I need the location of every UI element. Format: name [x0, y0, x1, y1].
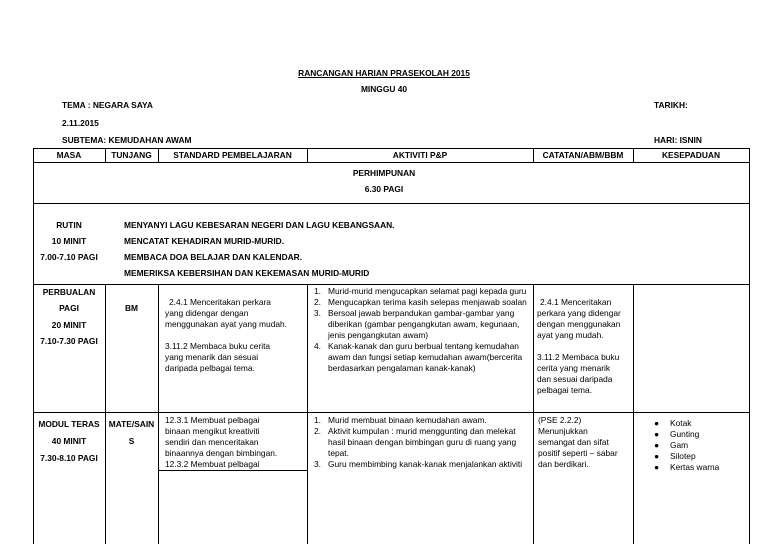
perbualan-masa-time: 7.10-7.30 PAGI	[40, 336, 98, 346]
modul-kesepaduan-list	[652, 418, 719, 473]
list-item: ● Gam	[654, 440, 689, 450]
list-item: ● Gunting	[654, 429, 700, 439]
col-header-tunjang: TUNJANG	[111, 150, 152, 160]
list-item: 3. Guru membimbing kanak-kanak menjalankan aktiviti	[314, 459, 523, 469]
subtema-label: SUBTEMA: KEMUDAHAN AWAM	[62, 135, 192, 145]
perbualan-masa-title2: PAGI	[59, 303, 79, 313]
modul-masa-title: MODUL TERAS	[38, 419, 100, 429]
hari-label: HARI: ISNIN	[654, 135, 702, 145]
bullet-icon: ●	[654, 462, 660, 472]
list-item: 3. Bersoal jawab berpandukan gambar-gambar yang diberikan (gambar pengangkutan awam, kegunaan, jenis pengangkutan awam)	[314, 308, 520, 340]
modul-masa-duration: 40 MINIT	[51, 436, 87, 446]
list-item: 2. Aktivit kumpulan : murid menggunting dan melekat hasil binaan dengan bimbingan guru di ruang yang tepat.	[314, 426, 517, 458]
week-label: MINGGU 40	[360, 84, 408, 94]
list-item: 2. Mengucapkan terima kasih selepas menjawab soalan	[314, 297, 527, 307]
perbualan-tunjang: BM	[124, 303, 139, 313]
rutin-activity: MEMERIKSA KEBERSIHAN DAN KEKEMASAN MURID-MURID	[124, 268, 370, 278]
date-value: 2.11.2015	[62, 118, 99, 128]
modul-catatan: (PSE 2.2.2) Menunjukkan semangat dan sifat positif seperti – sabar dan berdikari.	[538, 415, 618, 469]
perhimpunan-time: 6.30 PAGI	[364, 184, 404, 194]
bullet-icon: ●	[654, 451, 660, 461]
perhimpunan-label: PERHIMPUNAN	[352, 168, 416, 178]
rutin-masa-time: 7.00-7.10 PAGI	[40, 252, 98, 262]
modul-aktiviti-list	[314, 415, 522, 470]
page-title: RANCANGAN HARIAN PRASEKOLAH 2015	[298, 68, 470, 78]
rutin-activity: MENYANYI LAGU KEBESARAN NEGERI DAN LAGU KEBANGSAAN.	[124, 220, 395, 230]
modul-tunjang: MATE/SAIN	[108, 419, 155, 429]
rutin-activity: MEMBACA DOA BELAJAR DAN KALENDAR.	[124, 252, 303, 262]
perbualan-masa-duration: 20 MINIT	[51, 320, 87, 330]
rutin-activity: MENCATAT KEHADIRAN MURID-MURID.	[124, 236, 285, 246]
list-item: 1. Murid-murid mengucapkan selamat pagi kepada guru	[314, 286, 527, 296]
list-item: 1. Murid membuat binaan kemudahan awam.	[314, 415, 487, 425]
modul-standard: 12.3.1 Membuat pelbagai binaan mengikut kreativiti sendiri dan menceritakan binaannya dengan bimbingan. 12.3.2 Membuat pelbagai	[165, 415, 278, 469]
col-header-standard: STANDARD PEMBELAJARAN	[173, 150, 292, 160]
modul-masa-time: 7.30-8.10 PAGI	[40, 453, 98, 463]
list-item: 4. Kanak-kanak dan guru berbual tentang kemudahan awam dan fungsi setiap kemudahan awam(bercerita berdasarkan pengalaman kanak-kanak)	[314, 341, 523, 373]
col-header-kesepaduan: KESEPADUAN	[661, 150, 720, 160]
col-header-aktiviti: AKTIVITI P&P	[392, 150, 448, 160]
bullet-icon: ●	[654, 418, 660, 428]
standard-divider	[158, 470, 307, 471]
col-header-catatan: CATATAN/ABM/BBM	[542, 150, 624, 160]
perbualan-catatan: 2.4.1 Menceritakan perkara yang didengar dengan menggunakan ayat yang mudah. 3.11.2 Membaca buku cerita yang menarik dan sesuai daripada pelbagai tema.	[537, 297, 621, 395]
tema-label: TEMA : NEGARA SAYA	[62, 100, 153, 110]
list-item: ● Kotak	[654, 418, 692, 428]
perbualan-aktiviti-list	[314, 286, 527, 374]
modul-tunjang-cont: S	[128, 436, 135, 446]
tarikh-label: TARIKH:	[654, 100, 688, 110]
perbualan-standard: 2.4.1 Menceritakan perkara yang didengar dengan menggunakan ayat yang mudah. 3.11.2 Membaca buku cerita yang menarik dan sesuai daripada pelbagai tema.	[165, 297, 287, 373]
col-header-masa: MASA	[56, 150, 82, 160]
bullet-icon: ●	[654, 429, 660, 439]
list-item: ● Kertas warna	[654, 462, 720, 472]
rutin-masa-duration: 10 MINIT	[51, 236, 87, 246]
perbualan-masa-title: PERBUALAN	[42, 287, 96, 297]
bullet-icon: ●	[654, 440, 660, 450]
list-item: ● Silotep	[654, 451, 696, 461]
rutin-masa-title: RUTIN	[56, 220, 82, 230]
